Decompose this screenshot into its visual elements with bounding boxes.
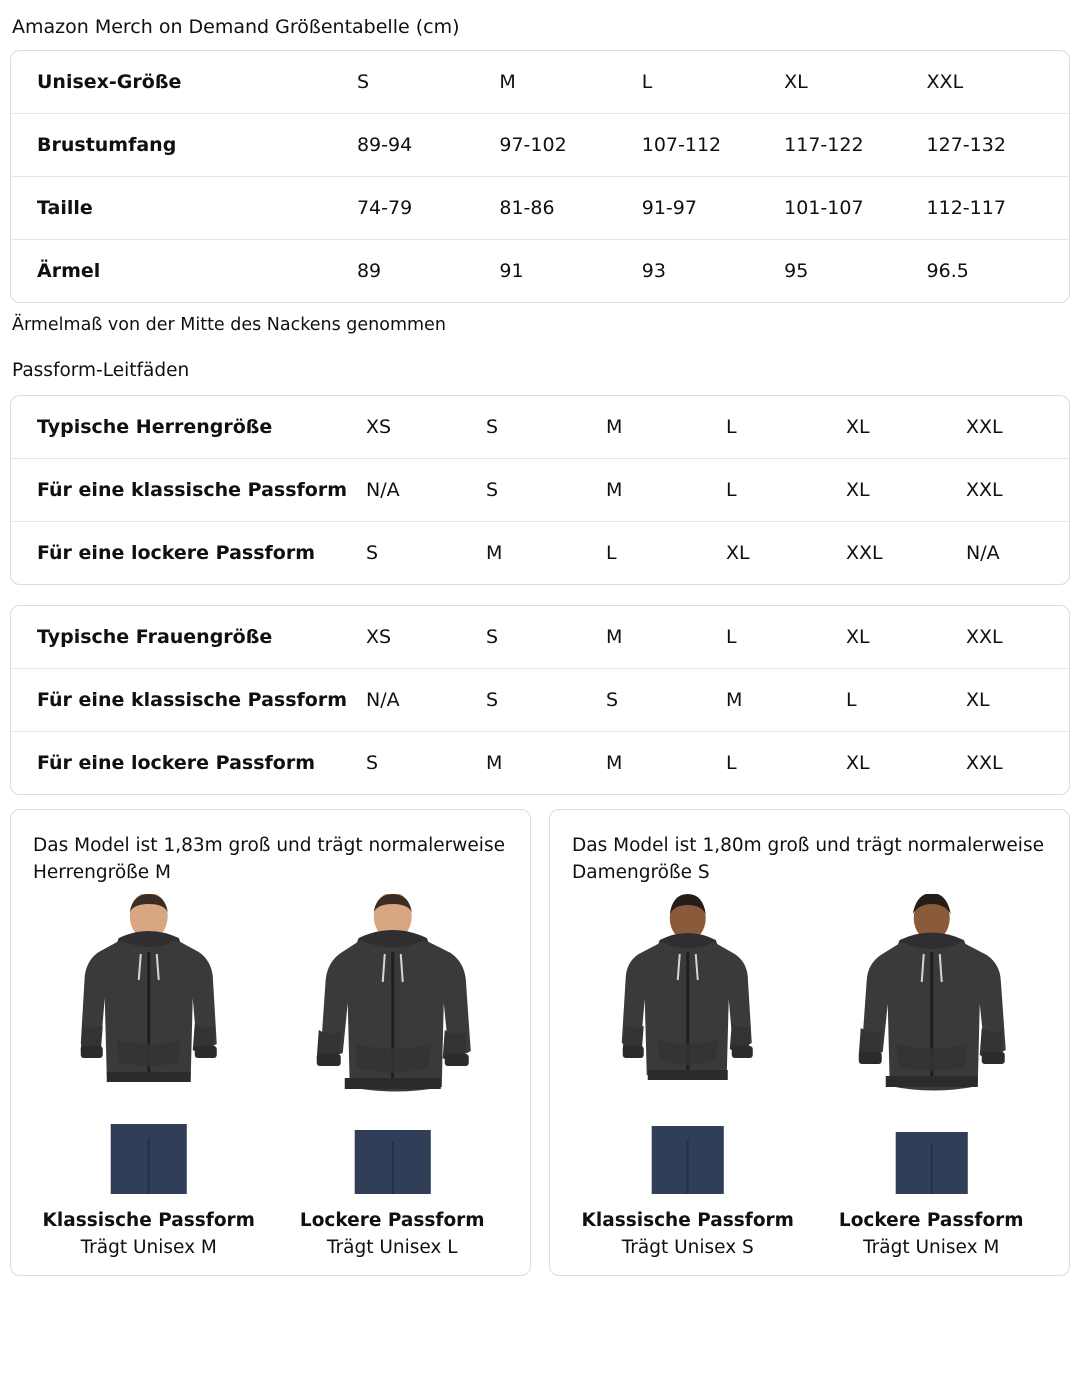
row-value: XXL	[927, 51, 1069, 114]
row-value: S	[606, 669, 726, 732]
womens-fit-guide-card	[10, 605, 1070, 795]
row-value: M	[486, 752, 503, 774]
row-value: N/A	[966, 542, 1000, 564]
female-classic-fit-figure	[572, 894, 804, 1261]
table-row	[11, 114, 1069, 177]
row-value: S	[486, 669, 606, 732]
fit-name: Lockere Passform	[299, 1210, 485, 1231]
row-value: N/A	[366, 669, 486, 732]
row-value: 97-102	[499, 114, 641, 177]
fit-name: Klassische Passform	[581, 1210, 794, 1231]
row-value: 112-117	[927, 177, 1069, 240]
row-label: Für eine klassische Passform	[11, 669, 366, 732]
male-model-caption: Das Model ist 1,83m groß und trägt normalerweise Herrengröße M	[33, 835, 505, 883]
row-value: L	[726, 606, 846, 669]
row-value: M	[606, 396, 726, 459]
row-value: S	[357, 51, 499, 114]
row-value: XL	[846, 396, 966, 459]
row-value: M	[726, 669, 846, 732]
male-classic-hoodie-image	[33, 894, 265, 1194]
row-value: S	[486, 396, 606, 459]
row-value: L	[726, 752, 737, 774]
row-value: S	[486, 606, 606, 669]
fit-size: Trägt Unisex S	[621, 1237, 754, 1258]
row-value: XL	[846, 459, 966, 522]
female-relaxed-hoodie-image	[816, 894, 1048, 1194]
fit-size: Trägt Unisex M	[80, 1237, 217, 1258]
female-model-card	[549, 809, 1070, 1276]
fit-name: Lockere Passform	[838, 1210, 1024, 1231]
male-model-card	[10, 809, 531, 1276]
row-label: Für eine lockere Passform	[37, 752, 316, 774]
row-value: XXL	[966, 459, 1070, 522]
table-row	[11, 522, 1070, 585]
row-value: S	[486, 459, 606, 522]
fit-size: Trägt Unisex M	[863, 1237, 1000, 1258]
row-value: XL	[846, 606, 966, 669]
row-value: 81-86	[499, 177, 641, 240]
row-value: XS	[366, 396, 486, 459]
row-label: Typische Frauengröße	[11, 606, 366, 669]
row-value: L	[642, 51, 784, 114]
row-value: 127-132	[927, 114, 1069, 177]
fit-name: Klassische Passform	[42, 1210, 255, 1231]
row-value: L	[726, 459, 846, 522]
row-label: Für eine klassische Passform	[11, 459, 366, 522]
row-value: M	[499, 51, 641, 114]
row-label: Unisex-Größe	[11, 51, 357, 114]
row-value: 107-112	[642, 114, 784, 177]
row-value: 91	[499, 260, 524, 282]
male-relaxed-fit-figure	[277, 894, 509, 1261]
row-value: 89	[356, 260, 382, 282]
row-value: S	[366, 752, 379, 774]
table-row	[11, 732, 1070, 795]
row-value: M	[606, 459, 726, 522]
row-value: 95	[784, 260, 809, 282]
row-value: XXL	[966, 606, 1070, 669]
row-label: Ärmel	[37, 260, 101, 282]
mens-fit-guide-card	[10, 395, 1070, 585]
model-photo-section	[10, 809, 1070, 1276]
row-value: 91-97	[642, 177, 784, 240]
table-row	[11, 240, 1069, 303]
female-classic-hoodie-image	[572, 894, 804, 1194]
row-value: XXL	[966, 752, 1003, 774]
row-value: M	[606, 752, 623, 774]
table-row	[11, 177, 1069, 240]
row-value: M	[486, 542, 503, 564]
row-value: L	[726, 396, 846, 459]
table-row	[11, 606, 1070, 669]
page-title: Amazon Merch on Demand Größentabelle (cm)	[12, 16, 460, 38]
table-row	[11, 669, 1070, 732]
row-value: XXL	[966, 396, 1070, 459]
row-value: XS	[366, 606, 486, 669]
row-label: Für eine lockere Passform	[37, 542, 316, 564]
row-value: 89-94	[357, 114, 499, 177]
fit-size: Trägt Unisex L	[326, 1237, 458, 1258]
female-model-caption: Das Model ist 1,80m groß und trägt normalerweise Damengröße S	[572, 835, 1044, 883]
row-value: XL	[846, 752, 870, 774]
row-label: Taille	[11, 177, 357, 240]
row-label: Typische Herrengröße	[11, 396, 366, 459]
row-value: N/A	[366, 459, 486, 522]
row-value: S	[366, 542, 379, 564]
table-row	[11, 396, 1070, 459]
row-label: Brustumfang	[11, 114, 357, 177]
row-value: XL	[966, 669, 1070, 732]
table-row	[11, 51, 1069, 114]
mens-fit-table	[11, 396, 1070, 584]
row-value: XL	[726, 542, 750, 564]
table-row	[11, 459, 1070, 522]
row-value: XL	[784, 51, 926, 114]
unisex-size-table	[11, 51, 1069, 302]
fit-guides-title: Passform-Leitfäden	[12, 360, 190, 381]
unisex-size-table-card	[10, 50, 1070, 303]
male-classic-fit-figure	[33, 894, 265, 1261]
row-value: 93	[641, 260, 666, 282]
sleeve-measurement-note: Ärmelmaß von der Mitte des Nackens genommen	[12, 315, 446, 335]
row-value: L	[606, 542, 617, 564]
row-value: XXL	[846, 542, 883, 564]
row-value: 96.5	[926, 260, 969, 282]
male-relaxed-hoodie-image	[277, 894, 509, 1194]
row-value: L	[846, 669, 966, 732]
female-relaxed-fit-figure	[816, 894, 1048, 1261]
row-value: M	[606, 606, 726, 669]
row-value: 74-79	[357, 177, 499, 240]
row-value: 101-107	[784, 177, 926, 240]
row-value: 117-122	[784, 114, 926, 177]
womens-fit-table	[11, 606, 1070, 794]
